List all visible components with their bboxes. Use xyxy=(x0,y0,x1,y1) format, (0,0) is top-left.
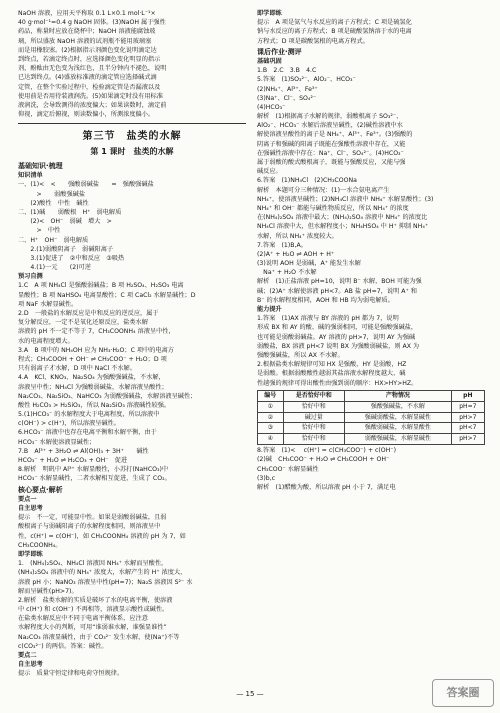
text-line: 溶液呈中性；NH₄Cl 为强酸弱碱盐，水解溶液呈酸性； xyxy=(18,383,168,391)
self-think-heading-2: 自主思考 xyxy=(18,661,43,669)
text-line: 6.HCO₃⁻ 溶液中也存在电离平衡和水解平衡，由于 xyxy=(18,429,157,437)
text-line: 溶液的 pH 不一定不等于 7，CH₃COONH₄ 溶液呈中性， xyxy=(18,328,175,336)
table-header-cell: 是否恰好中和 xyxy=(283,390,345,401)
text-line: (2)< OH⁻ 弱碱 增大 > xyxy=(18,218,112,226)
text-line: 水解程度大小的判断，可用“谁弱谁水解，谁强显谁性” xyxy=(18,624,167,632)
self-think-text-2 xyxy=(18,670,246,678)
text-line: 剂，酚酞由无色变为浅红色，且半分钟内不褪色，说明 xyxy=(18,65,167,73)
text-line: 也可能是弱酸弱碱盐。AY 溶液的 pH>7，说明 AY 为强碱 xyxy=(257,333,416,341)
table-row xyxy=(258,434,485,445)
text-line: NaOH 溶液，应用天平称取 0.1 L×0.1 mol·L⁻¹× xyxy=(18,10,156,17)
page-number: — 15 — xyxy=(236,690,264,698)
text-line: > 弱酸强碱盐 xyxy=(18,190,86,198)
core-points-heading: 核心要点·解析 xyxy=(18,485,63,494)
table-cell: 强碱弱酸盐，水解显碱性 xyxy=(345,412,452,423)
knowledge-list xyxy=(18,181,246,272)
text-line: Na⁺ + H₂O 不水解 xyxy=(257,269,317,277)
text-line: (2)NH₄⁺、Al³⁺、Fe³⁺ xyxy=(257,85,318,93)
text-line: c(OH⁻) > c(H⁺)，所以溶液呈碱性。 xyxy=(18,420,120,428)
text-line: (3)b,c xyxy=(257,474,276,482)
text-line: 提示 A 项是氨气与水反应的离子方程式；C 项是硫氢化 xyxy=(257,19,412,27)
text-line: NH₄Cl 溶液中大，但水解程度小；NH₄HSO₄ 中 H⁺ 抑制 NH₄⁺ xyxy=(257,223,429,231)
text-line: 碱；(2)A⁺ 水解使溶液 pH<7。AB 盐 pH=7，说明 A⁺ 和 xyxy=(257,287,417,295)
text-line: (2)A⁺ + H₂O ⇌ AOH + H⁺ xyxy=(257,250,335,258)
point-two-heading: 要点二 xyxy=(18,652,37,660)
table-cell: pH<7 xyxy=(451,423,484,434)
section-title: 第三节 盐类的水解 xyxy=(82,131,182,143)
text-line: 解而呈碱性(pH>7)。 xyxy=(18,587,78,595)
table-row xyxy=(258,401,485,412)
text-line: 8.解析 明矾中 Al³⁺ 水解显酸性，小苏打(NaHCO₃)中 xyxy=(18,466,169,474)
table-cell: 强酸强碱盐，不水解 xyxy=(345,401,452,412)
text-line: 提示 质量守恒定律和电荷守恒规律。 xyxy=(18,670,124,678)
text-line: 水的电离程度增大。 xyxy=(18,337,74,345)
text-line: HCO₃⁻ + H₂O ⇌ H₂CO₃ + OH⁻ 促进 xyxy=(18,457,128,465)
analysis-text xyxy=(257,113,485,305)
text-line: 解析 本题可分三种情况：(1)一水合氨电离产生 xyxy=(257,186,390,194)
table-cell: 恰好中和 xyxy=(283,434,345,445)
intro-paragraph xyxy=(18,10,246,119)
table-cell: pH>7 xyxy=(451,412,484,423)
text-line: 已达到终点。(4)盛放标准液的滴定管应选择碱式滴 xyxy=(18,74,157,82)
text-line: 液润洗，会导致测得的浓度偏大；如果读数时，滴定前 xyxy=(18,101,167,109)
text-line: 钠与水反应的离子方程式；B 项是硫酸氢钠溶于水的电离 xyxy=(257,28,412,36)
text-line: 2.(1)弱酸阴离子 弱碱阳离子 xyxy=(18,245,114,253)
table-header-cell: pH xyxy=(451,390,484,401)
text-line: > 中性 xyxy=(18,227,61,235)
table-cell: 强酸弱碱盐，水解显酸性 xyxy=(345,423,452,434)
table-cell: 恰好中和 xyxy=(283,401,345,412)
text-line: 2.D 一般盐的水解反应是中和反应的逆反应，属于 xyxy=(18,310,159,318)
text-line: 3.A B 项中的 NH₄OH 应为 NH₃·H₂O；C 项中的电离方 xyxy=(18,346,174,354)
divider xyxy=(18,123,246,124)
text-line: 药品，称量时应放在烧杯中；NaOH 溶液能腐蚀玻 xyxy=(18,28,156,36)
text-line: 程式；CH₃COOH + OH⁻ ⇌ CH₃COO⁻ + H₂O；D 项 xyxy=(18,355,167,363)
table-cell: ④ xyxy=(258,434,284,445)
text-line: 解析 (1)醋酸为酸，所以溶液 pH 小于 7，满足电 xyxy=(257,484,396,492)
text-line: 到终点，若滴定终点时，应选择颜色变化明显的指示 xyxy=(18,55,161,63)
text-line: 2.根据盐类水解规律可知 HX 是强酸，HY 是弱酸，HZ xyxy=(257,361,407,369)
text-line: 2.解析 盐类水解的实质是破坏了水的电离平衡，使溶液 xyxy=(18,596,173,604)
text-line: (NH₄)₂SO₄ 溶液中的 NH₄⁺ 浓度大，水解产生的 H⁺ 浓度大， xyxy=(18,569,187,577)
text-line: 二、H⁺ OH⁻ 弱电解质 xyxy=(18,236,89,244)
knowledge-list-heading: 知识清单 xyxy=(18,172,43,180)
text-line: 性，c(H⁺) = c(OH⁻)，如 CH₃COONH₄ 溶液的 pH 为 7，如 xyxy=(18,532,186,540)
text-line: 仰视，滴定后俯视，则读数偏小，所测浓度偏小。 xyxy=(18,111,155,119)
text-line: 只有弱离子才水解，D 项中 NaCl 不水解。 xyxy=(18,365,136,373)
text-line: 1. (NH₄)₂SO₄、NH₄Cl 溶液因 NH₄⁺ 水解而呈酸性， xyxy=(18,560,168,568)
table-header-cell: 产物情况 xyxy=(345,390,452,401)
text-line: 1.答案 (1)AX 溶液与 BY 溶液的 pH 都为 7，说明 xyxy=(257,315,399,323)
text-line: 项 NaF 水解显碱性。 xyxy=(18,300,78,308)
table-cell: 碱过量 xyxy=(283,412,345,423)
text-line: NH₄⁺ 和 OH⁻ 都能与碱性物质反应，所以 NH₄⁺ 的浓度 xyxy=(257,204,409,212)
after-class-heading: 课后作业·测评 xyxy=(257,47,302,56)
text-line: 在(NH₄)₂SO₄ 溶液中最大；(NH₄)₂SO₄ 溶液中 NH₄⁺ 的浓度比 xyxy=(257,214,428,222)
text-line: 弱酸盐，BX 溶液 pH<7 说明 BX 为强酸弱碱盐，则 AX 为 xyxy=(257,342,420,350)
text-line: (3)Na⁺、Cl⁻、SO₄²⁻ xyxy=(257,94,317,102)
self-think-heading: 自主思考 xyxy=(18,505,43,513)
text-line: 提示 不一定，可能显中性。如果是弱酸弱碱盐，且弱 xyxy=(18,514,167,522)
practice-heading: 即学即练 xyxy=(18,550,43,558)
text-line: 在盐类水解反应中不同于电离平衡体系，应注意 xyxy=(18,615,148,623)
text-line: B⁻ 的水解程度相同，AOH 和 HB 均为弱电解质。 xyxy=(257,296,394,304)
preview-test-answers xyxy=(18,282,246,483)
basic-knowledge-heading: 基础知识·梳理 xyxy=(18,161,63,170)
text-line: 1.B 2.C 3.B 4.C xyxy=(257,67,317,75)
practice-heading-right: 即学即练 xyxy=(257,10,282,17)
ability-text xyxy=(257,315,485,388)
text-line: 溶液 pH 小；NaNO₃ 溶液呈中性(pH=7)；Na₂S 溶液因 S²⁻ 水 xyxy=(18,578,193,586)
text-line: Na₂CO₃ 溶液显碱性，由于 CO₃²⁻ 发生水解，使(Na⁺)不等 xyxy=(18,633,180,641)
text-line: (2)酸性 中性 碱性 xyxy=(18,199,89,207)
practice-answers xyxy=(18,560,246,651)
text-line: 7.B Al³⁺ + 3H₂O ⇌ Al(OH)₃ + 3H⁺ 碱性 xyxy=(18,447,149,455)
text-line: 解析 (1)正盐溶液 pH=10，说明 B⁻ 水解，BOH 可能为强 xyxy=(257,278,422,286)
text-line: 二、(1)碱 弱酸根 H⁺ 弱电解质 xyxy=(18,208,122,216)
text-line: 显酸性；B 项 NaHSO₄ 电离显酸性；C 项 CaCl₂ 水解显碱性；D xyxy=(18,291,196,299)
table-cell: pH=7 xyxy=(451,401,484,412)
watermark-logo: 答案圈 xyxy=(432,679,494,707)
text-line: HCO₃⁻ 水解使溶液显碱性； xyxy=(18,438,96,446)
text-line: 一、(1)< < 强酸弱碱盐 = 强酸强碱盐 xyxy=(18,181,154,189)
text-line: CH₃COO⁻ 水解显碱性 xyxy=(257,465,319,473)
answer-list xyxy=(257,67,485,112)
text-line: c(CO₃²⁻) 的两倍。答案：碱性。 xyxy=(18,642,108,650)
point-one-heading: 要点一 xyxy=(18,495,37,503)
text-line: 7.答案 (1)B,A。 xyxy=(257,241,307,249)
text-line: (4)HCO₃⁻ xyxy=(257,103,286,111)
text-line: 1.C A 项 NH₄Cl 是强酸弱碱盐；B 项 H₂SO₄、H₂SO₃ 电离 xyxy=(18,282,184,290)
table-header-row xyxy=(258,390,485,401)
text-line: 4.(1)一元 (2)可逆 xyxy=(18,264,91,272)
text-line: (3)说明 AOH 是弱碱，A⁺ 能发生水解 xyxy=(257,260,361,268)
table-cell: ③ xyxy=(258,423,284,434)
text-line: 酸性 H₂CO₃ > H₂SiO₃，所以 Na₂SiO₃ 溶液碱性较强。 xyxy=(18,401,171,409)
table-row xyxy=(258,423,485,434)
text-line: 方程式；D 项是碳酸氢根的电离方程式。 xyxy=(257,37,369,45)
text-line: 6.答案 (1)NH₄Cl (2)CH₃COONa xyxy=(257,177,357,185)
text-line: 性越强的规律可得出酸性由强到弱的顺序：HX>HY>HZ。 xyxy=(257,379,418,387)
table-header-cell: 编号 xyxy=(258,390,284,401)
consolidate-heading: 基础巩固 xyxy=(257,57,282,65)
text-line: NH₄⁺，使溶液呈碱性；(2)NH₄Cl 溶液中 NH₄⁺ 水解显酸性；(3) xyxy=(257,195,434,203)
text-line: AlO₂⁻、HCO₃⁻ 水解后溶液呈碱性，(2)碱性溶液中水 xyxy=(257,122,403,130)
text-line: 40 g·mol⁻¹=0.4 g NaOH 固体。(3)NaOH 属于强性 xyxy=(18,19,166,27)
right-column xyxy=(257,10,485,493)
text-line: 璃，所以盛放 NaOH 溶液的试剂瓶不能用玻璃塞 xyxy=(18,37,152,45)
text-line: (2)碱 CH₃COO⁻ + H₂O ⇌ CH₃COOH + OH⁻ xyxy=(257,456,390,464)
ability-heading: 能力提升 xyxy=(257,306,282,314)
table-cell: pH>7 xyxy=(451,434,484,445)
left-column xyxy=(18,10,246,680)
table-cell: 恰好中和 xyxy=(283,423,345,434)
text-line: CH₃COONH₄。 xyxy=(18,541,62,549)
table-body xyxy=(258,401,485,445)
table-cell: 弱酸强碱盐，水解显碱性 xyxy=(345,434,452,445)
text-line: 使用前是否用待装液润洗。(5)如果滴定时没有用标准 xyxy=(18,92,163,100)
text-line: 解使溶液呈酸性的离子是 NH₄⁺、Al³⁺、Fe³⁺。(3)强酸的 xyxy=(257,131,413,139)
final-answer-text xyxy=(257,447,485,492)
text-line: 复分解反应，一定不是氧化还原反应，盐类水解 xyxy=(18,319,148,327)
text-line: HCO₃⁻ 水解显碱性，二者水解相互促进，生成了 CO₂。 xyxy=(18,475,171,483)
text-line: 3.(1)促进了 ②中和反应 ③吸热 xyxy=(18,254,125,262)
text-line: 5.(1)HCO₃⁻ 的水解程度大于电离程度，所以溶液中 xyxy=(18,411,160,419)
text-line: 形成 BX 和 AY 的酸、碱的强弱相同，可能是强酸强碱盐， xyxy=(257,324,418,332)
text-line: 中 c(H⁺) 和 c(OH⁻) 不再相等，溶液显示酸性或碱性。 xyxy=(18,606,169,614)
text-line: 8.答案 (1)< c(H⁺) = c(CH₃COO⁻) + c(OH⁻) xyxy=(257,447,396,455)
text-line: 而是用橡胶塞。(2)根据指示剂颜色变化说明滴定达 xyxy=(18,46,157,54)
text-line: 阴离子和强碱的阳离子既能在强酸性溶液中存在，又能 xyxy=(257,140,406,148)
text-line: 在强碱性溶液中存在：Na⁺、Cl⁻、SO₄²⁻。(4)HCO₃⁻ xyxy=(257,149,404,157)
text-line: 属于弱酸的酸式酸根离子，既能与强酸反应，又能与强 xyxy=(257,159,406,167)
lesson-title: 第 1 课时 盐类的水解 xyxy=(90,147,174,157)
table-cell: ① xyxy=(258,401,284,412)
text-line: Na₂CO₃、Na₂SiO₃、NaHCO₃ 为弱酸强碱盐，水解溶液呈碱性； xyxy=(18,392,197,400)
text-line: 强酸强碱盐，所以 AX 不水解。 xyxy=(257,351,344,359)
text-line: 解析 (1)根据离子水解的规律，弱酸根离子 SO₃²⁻、 xyxy=(257,113,403,121)
self-think-text xyxy=(18,514,246,550)
table-row xyxy=(258,412,485,423)
text-line: 4.A KCl、KNO₃、Na₂SO₄ 为强酸强碱盐，不水解， xyxy=(18,374,165,382)
text-line: 酸根离子与弱碱阳离子的水解程度相同，则溶液呈中 xyxy=(18,523,161,531)
practice-text-right xyxy=(257,19,485,46)
text-line: 5.答案 (1)SO₃²⁻、AlO₂⁻、HCO₃⁻ xyxy=(257,76,356,84)
table-cell: ② xyxy=(258,412,284,423)
text-line: 碱反应。 xyxy=(257,168,282,176)
text-line: 是弱酸。根据弱酸酸性越弱其盐溶液水解程度越大、碱 xyxy=(257,370,406,378)
text-line: 水解，所以 NH₄⁺ 浓度较大。 xyxy=(257,232,338,240)
preview-test-heading: 预习自测 xyxy=(18,273,43,281)
neutralization-table xyxy=(257,390,485,446)
text-line: 定管，在整个实验过程中，检验滴定管是否漏液以及 xyxy=(18,83,161,91)
